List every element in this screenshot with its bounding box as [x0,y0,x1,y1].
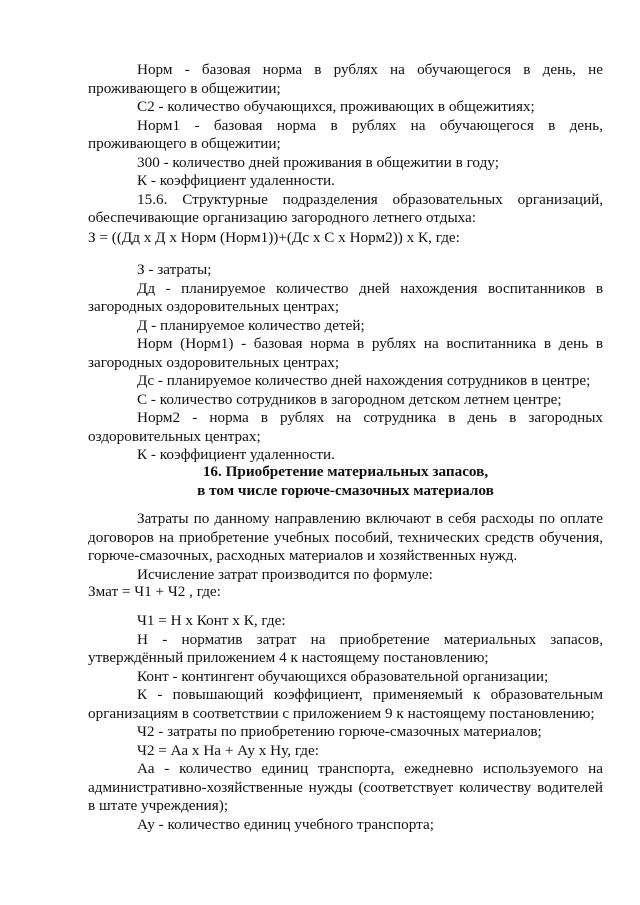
paragraph: Дс - планируемое количество дней нахождения сотрудников в центре; [137,372,591,389]
formula-zatraty: З = ((Дд х Д х Норм (Норм1))+(Дс х С х Норм2)) х К, где: [88,229,460,246]
paragraph: Норм - базовая норма в рублях на обучающегося в день, не проживающего в общежитии; [88,61,603,97]
paragraph: К - коэффициент удаленности. [137,446,335,463]
paragraph: Норм1 - базовая норма в рублях на обучающегося в день, проживающего в общежитии; [88,116,603,152]
paragraph: Ч1 = Н х Конт х К, где: [137,612,286,629]
paragraph: З - затраты; [137,261,212,278]
paragraph: Аа - количество единиц транспорта, ежедневно используемого на административно-хозяйственные нужды (соответствует количеству водителей в штате учреждения); [88,760,603,814]
paragraph: С2 - количество обучающихся, проживающих в общежитиях; [137,98,535,115]
section-16-intro [88,510,603,584]
paragraph: Ч2 - затраты по приобретению горюче-смазочных материалов; [137,723,542,740]
paragraph: Конт - контингент обучающихся образовательной организации; [137,667,549,685]
paragraph: 300 - количество дней проживания в общежитии в году; [137,153,499,171]
section-heading-line-1: 16. Приобретение материальных запасов, [202,463,489,480]
paragraph: Норм (Норм1) - базовая норма в рублях на воспитанника в день в загородных оздоровительных центрах; [88,335,603,371]
paragraph: Ч2 = Аа х На + Ау х Ну, где: [137,741,319,759]
formula-block-2 [88,583,603,602]
definitions-block-3 [88,612,603,834]
formula-zmat: Змат = Ч1 + Ч2 , где: [88,583,221,600]
section-heading [88,463,603,500]
paragraph: С - количество сотрудников в загородном детском летнем центре; [137,390,562,408]
paragraph: Н - норматив затрат на приобретение материальных запасов, утверждённый приложением 4 к настоящему постановлению; [88,630,603,666]
paragraph: К - повышающий коэффициент, применяемый к образовательным организациям в соответствии с приложением 9 к настоящему постановлению; [88,686,603,722]
paragraph: К - коэффициент удаленности. [137,172,335,189]
paragraph: Д - планируемое количество детей; [137,316,365,334]
paragraph: Дд - планируемое количество дней нахождения воспитанников в загородных оздоровительных центрах; [88,279,603,315]
formula-block-1 [88,229,603,248]
paragraph: Норм2 - норма в рублях на сотрудника в день в загородных оздоровительных центрах; [88,409,603,445]
definitions-block-1 [88,61,603,228]
paragraph: Ау - количество единиц учебного транспорта; [137,815,434,833]
section-heading-line-2: в том числе горюче-смазочных материалов [197,481,494,499]
paragraph: Исчисление затрат производится по формуле: [137,565,433,583]
paragraph: Затраты по данному направлению включают в себя расходы по оплате договоров на приобретение учебных пособий, технических средств обучения, горюче-смазочных, расходных материалов и хозяйственных нужд. [88,510,603,564]
definitions-block-2 [88,261,603,465]
paragraph-section-15-6: 15.6. Структурные подразделения образовательных организаций, обеспечивающие организацию загородного летнего отдыха: [88,190,603,226]
